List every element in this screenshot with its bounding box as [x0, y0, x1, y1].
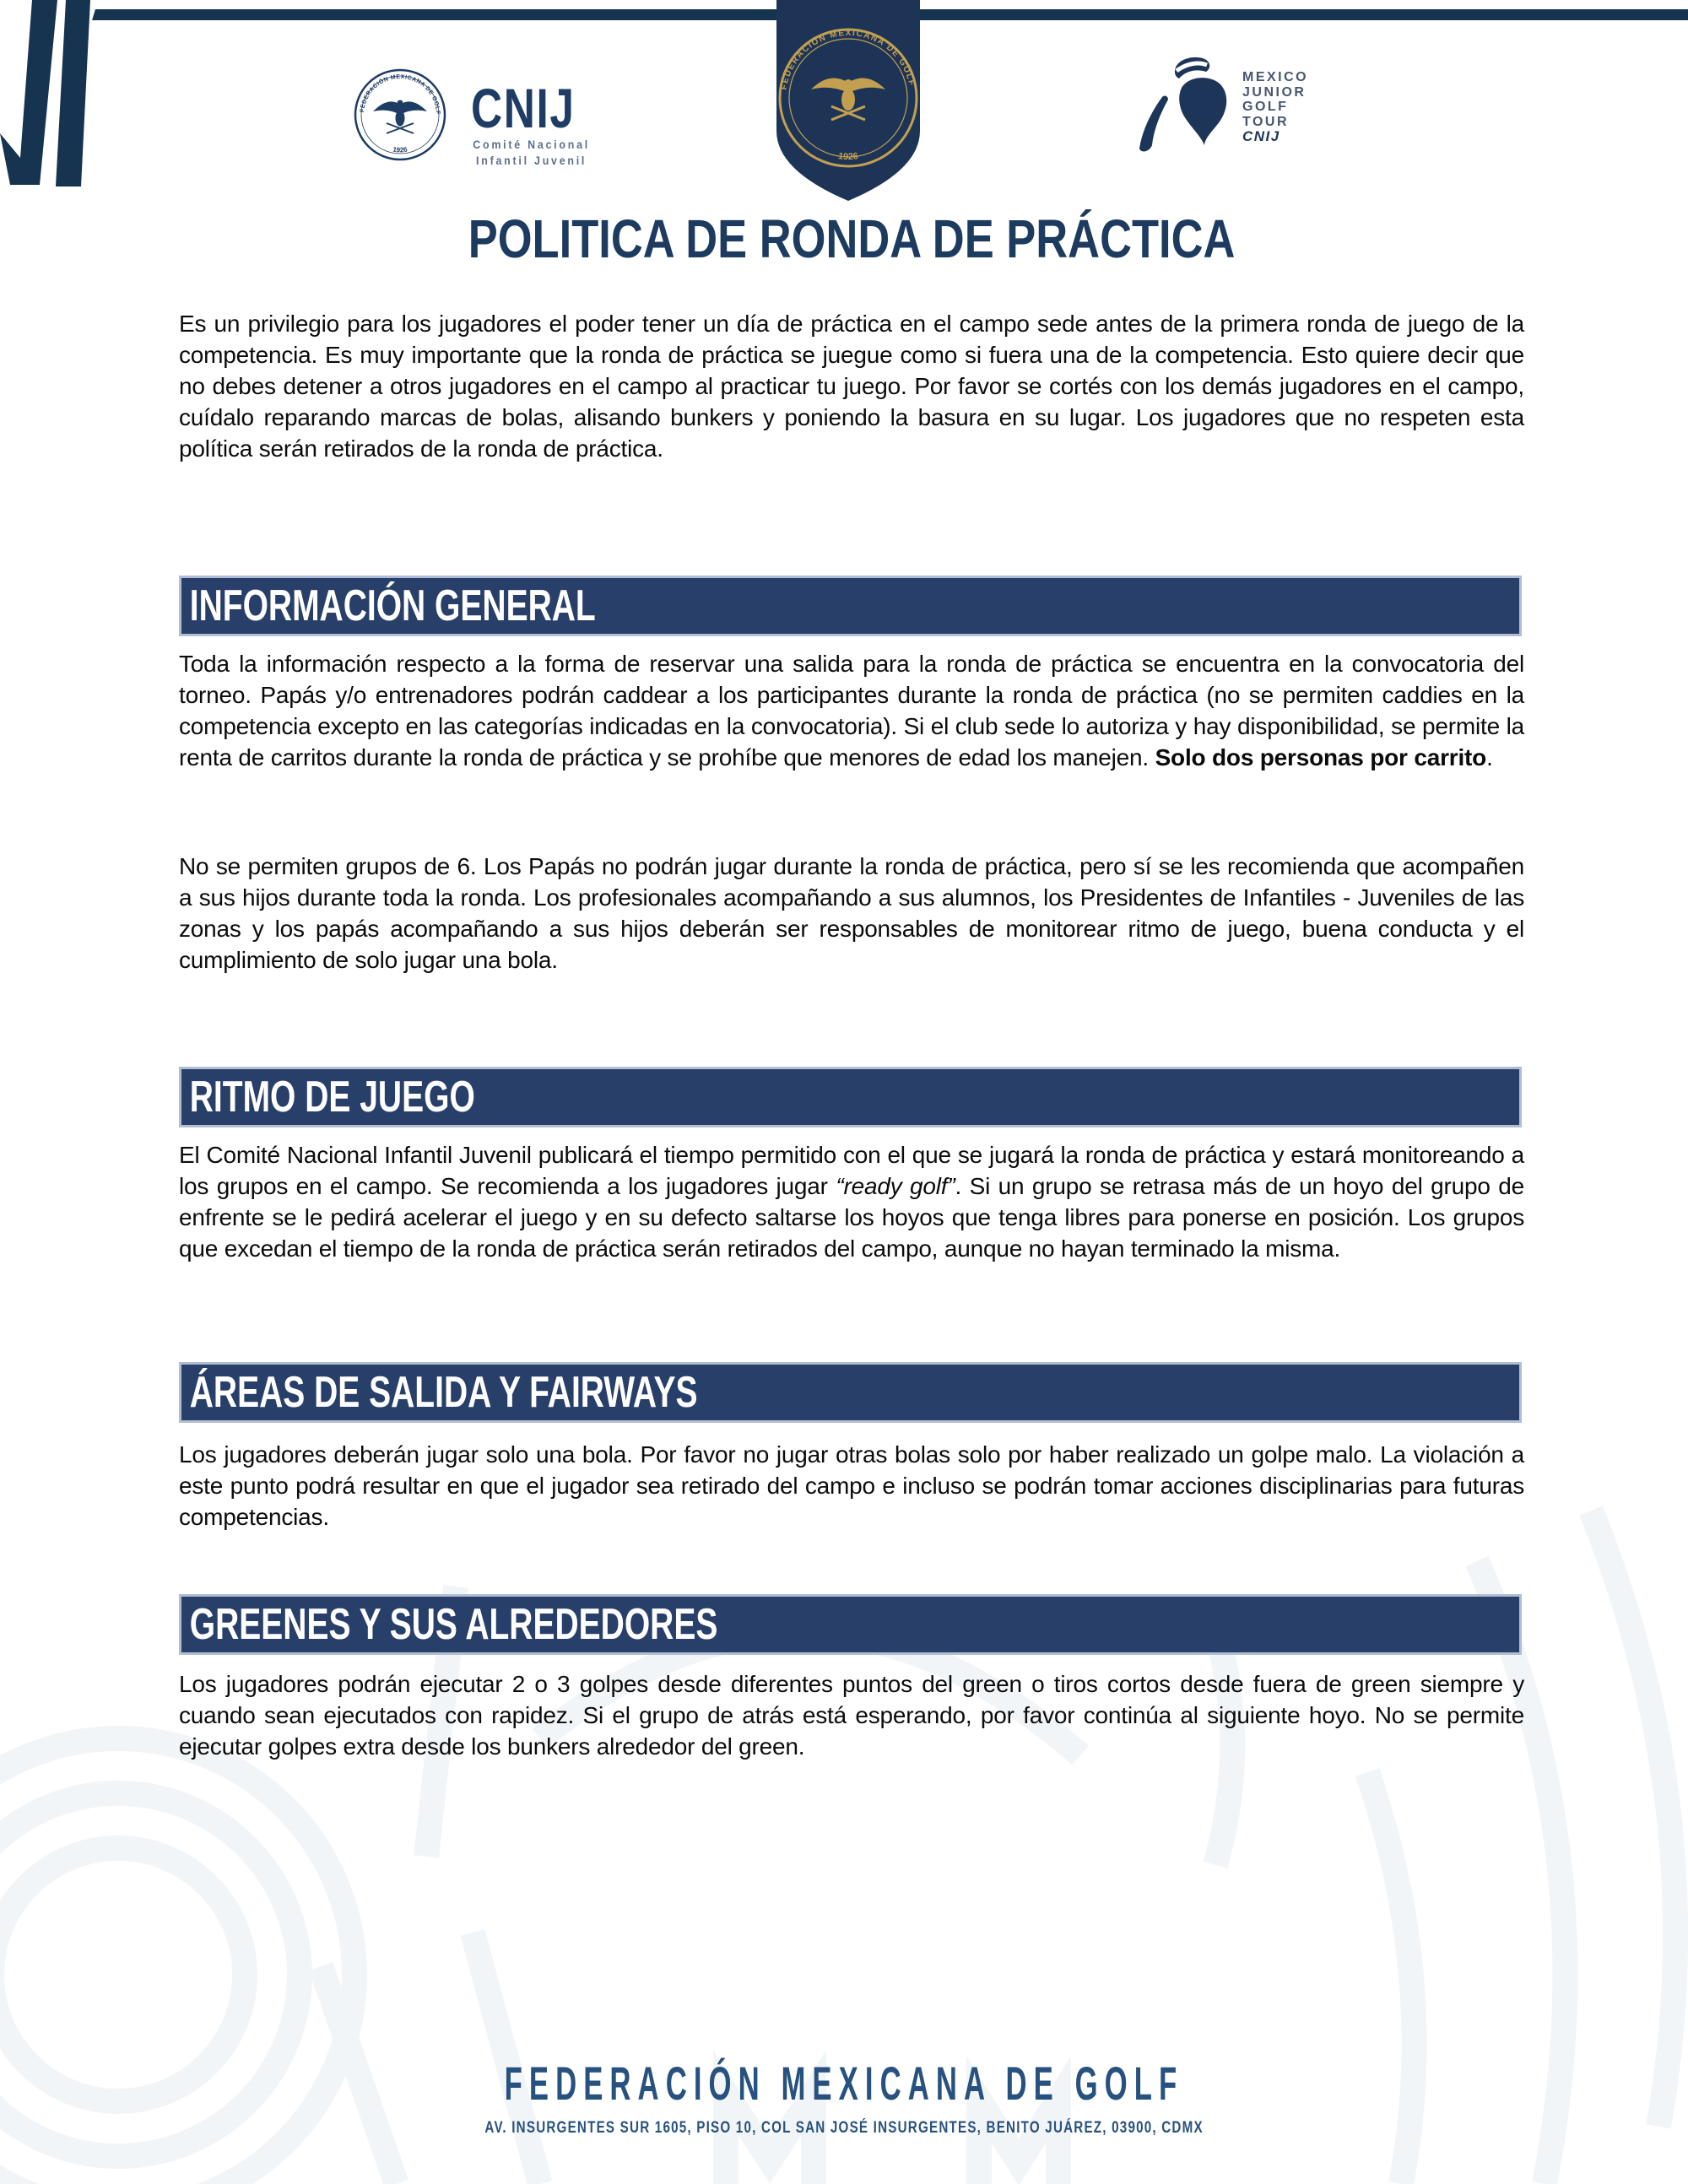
cnij-seal-year: 1926: [392, 145, 408, 154]
fmg-seal-year: 1926: [837, 151, 859, 163]
cnij-subtitle-line1: Comité Nacional: [473, 138, 590, 151]
svg-text:1926: [392, 145, 408, 154]
paragraph-text: .: [1486, 744, 1493, 770]
paragraph-text: El Comité Nacional Infantil Juvenil publicará el tiempo permitido con el que se jugará la ronda de práctica y estará monitoreando a los grupos en el campo. Se recomienda a los jugadores jugar: [179, 1142, 1524, 1199]
fmg-ring-text: FEDERACIÓN MEXICANA DE GOLF: [779, 28, 917, 91]
section-header-informacion-general: [179, 576, 1522, 636]
areas-de-salida-paragraph: Los jugadores deberán jugar solo una bola. Por favor no jugar otras bolas solo por haber realizado un golpe malo. La violación a este punto podrá resultar en que el jugador sea retirado del campo e incluso se podrán tomar acciones disciplinarias para futuras competencias.: [179, 1441, 1524, 1530]
fmg-seal-banner-icon: [764, 0, 933, 211]
section-header-ritmo-de-juego: [179, 1067, 1522, 1127]
intro-paragraph: Es un privilegio para los jugadores el poder tener un día de práctica en el campo sede antes de la primera ronda de juego de la competencia. Es muy importante que la ronda de práctica se juegue como si fuera una de la competencia. Esto quiere decir que no debes detener a otros jugadores en el campo al practicar tu juego. Por favor se cortés con los demás jugadores en el campo, cuídalo reparando marcas de bolas, alisando bunkers y poniendo la basura en su lugar. Los jugadores que no respeten esta política serán retirados de la ronda de práctica.: [179, 311, 1524, 462]
greenes-paragraph: Los jugadores podrán ejecutar 2 o 3 golpes desde diferentes puntos del green o tiros cortos desde fuera de green siempre y cuando sean ejecutados con rapidez. Si el grupo de atrás está esperando, por favor continúa al siguiente hoyo. No se permite ejecutar golpes extra desde los bunkers alrededor del green.: [179, 1671, 1524, 1760]
section-heading-text: RITMO DE JUEGO: [189, 1073, 475, 1122]
section-heading-text: GREENES Y SUS ALREDEDORES: [189, 1600, 718, 1649]
cnij-seal-icon: [336, 59, 475, 177]
cnij-seal-ring-text: FEDERACIÓN MEXICANA DE GOLF: [360, 73, 441, 115]
giant-letter-stroke-left: [0, 0, 57, 185]
paragraph-text: Toda la información respecto a la forma de reservar una salida para la ronda de práctica se encuentra en la convocatoria del torneo. Papás y/o entrenadores podrán caddear a los participantes durante la ronda de práctica (no se permiten caddies en la competencia excepto en las categorías indicadas en la convocatoria). Si el club sede lo autoriza y hay disponibilidad, se permite la renta de carritos durante la ronda de práctica y se prohíbe que menores de edad los manejen.: [179, 651, 1524, 770]
paragraph-bold-text: Solo dos personas por carrito: [1155, 744, 1487, 770]
giant-letter-stroke-right: [56, 0, 90, 187]
eagle-icon: [373, 100, 427, 134]
mjgt-line-golf: GOLF: [1242, 100, 1289, 114]
mjgt-line-cnij: CNIJ: [1242, 128, 1280, 144]
mjgt-line-mexico: MEXICO: [1242, 70, 1309, 84]
golfer-swoosh-icon: [1131, 51, 1245, 165]
informacion-general-paragraph-1: [179, 648, 1524, 773]
paragraph-text: . Si un grupo se retrasa más de un hoyo del grupo de enfrente se le pedirá acelerar el juego y en su defecto saltarse los hoyos que tenga libres para ponerse en posición. Los grupos que excedan el tiempo de la ronda de práctica serán retirados del campo, aunque no hayan terminado la misma.: [179, 1173, 1524, 1262]
footer-address: AV. INSURGENTES SUR 1605, PISO 10, COL SAN JOSÉ INSURGENTES, BENITO JUÁREZ, 03900, CDMX: [484, 2119, 1204, 2137]
section-header-greenes: [179, 1594, 1522, 1655]
ritmo-de-juego-paragraph: [179, 1139, 1524, 1264]
cnij-subtitle-line2: Infantil Juvenil: [476, 154, 587, 167]
footer: [0, 2056, 1688, 2138]
mjgt-line-tour: TOUR: [1242, 114, 1290, 129]
page-title: POLITICA DE RONDA DE PRÁCTICA: [468, 208, 1236, 269]
section-header-areas-de-salida: [179, 1362, 1522, 1423]
mjgt-line-junior: JUNIOR: [1242, 84, 1307, 100]
title-row: [179, 208, 1524, 270]
section-heading-text: INFORMACIÓN GENERAL: [189, 581, 596, 630]
paragraph-italic-text: “ready golf”: [836, 1173, 955, 1199]
section-heading-text: ÁREAS DE SALIDA Y FAIRWAYS: [189, 1368, 698, 1417]
footer-address-row: [0, 2119, 1688, 2138]
mjgt-logo: [1242, 70, 1308, 144]
footer-organization: FEDERACIÓN MEXICANA DE GOLF: [504, 2057, 1184, 2110]
cnij-subtitle: [469, 137, 593, 169]
informacion-general-paragraph-2: No se permiten grupos de 6. Los Papás no podrán jugar durante la ronda de práctica, pero sí se les recomienda que acompañen a sus hijos durante toda la ronda. Los profesionales acompañando a sus alumnos, los Presidentes de Infantiles - Juveniles de las zonas y los papás acompañando a sus hijos deberán ser responsables de monitorear ritmo de juego, buena conducta y el cumplimiento de solo jugar una bola.: [179, 853, 1524, 973]
cnij-acronym: CNIJ: [471, 77, 576, 139]
